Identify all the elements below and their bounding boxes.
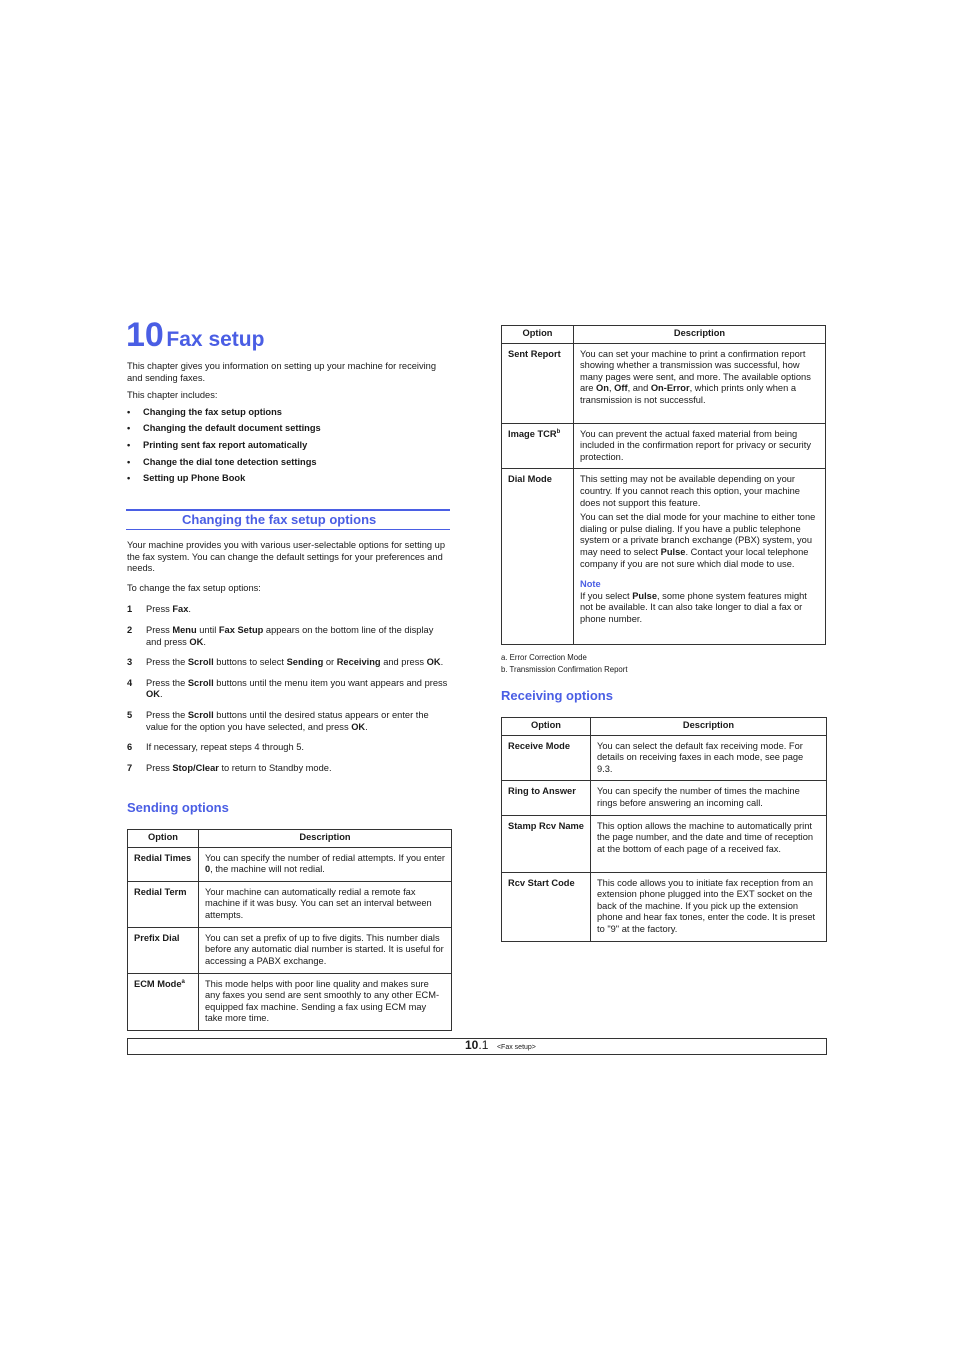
description-cell: You can select the default fax receiving mode. For details on receiving faxes in each mode, see page 9.3. xyxy=(591,735,827,781)
description-cell: You can specify the number of times the machine rings before answering an incoming call. xyxy=(591,781,827,815)
step-item xyxy=(127,710,449,733)
section-heading xyxy=(126,509,450,530)
column-header-option: Option xyxy=(128,830,199,848)
option-cell: Receive Mode xyxy=(502,735,591,781)
footnote: a. Error Correction Mode xyxy=(501,653,587,662)
option-cell: Rcv Start Code xyxy=(502,872,591,941)
intro xyxy=(127,361,439,490)
step-item xyxy=(127,625,449,648)
option-cell: Redial Times xyxy=(128,847,199,881)
description-cell: You can prevent the actual faxed material from being included in the confirmation report for privacy or security protection. xyxy=(574,423,826,469)
section-paragraph: Your machine provides you with various user-selectable options for setting up the fax system. You can change the default settings for your preferences and needs. xyxy=(127,540,445,574)
table-footnotes xyxy=(501,652,628,675)
step-number: 6 xyxy=(127,742,133,753)
description-cell: This mode helps with poor line quality and makes sure any faxes you send are sent smoothly to any other ECM-equipped fax machine. Sending a fax using ECM may take more time. xyxy=(199,973,452,1030)
option-cell: Redial Term xyxy=(128,881,199,927)
list-item: • Printing sent fax report automatically xyxy=(127,440,439,457)
table-row xyxy=(502,872,827,941)
step-item xyxy=(127,657,449,669)
step-number: 1 xyxy=(127,604,133,615)
section-title: Changing the fax setup options xyxy=(126,509,450,530)
sending-options-heading: Sending options xyxy=(127,800,229,815)
footnote: b. Transmission Confirmation Report xyxy=(501,664,628,674)
intro-paragraph: This chapter gives you information on setting up your machine for receiving and sending faxes. xyxy=(127,361,437,383)
table-row xyxy=(502,343,826,423)
column-header-option: Option xyxy=(502,326,574,344)
step-item xyxy=(127,742,449,754)
table-row xyxy=(502,781,827,815)
table-row xyxy=(128,881,452,927)
table-row xyxy=(128,847,452,881)
list-item: • Changing the fax setup options xyxy=(127,407,439,424)
footer-label: <Fax setup> xyxy=(496,1044,536,1051)
column-header-description: Description xyxy=(199,830,452,848)
option-cell: Ring to Answer xyxy=(502,781,591,815)
section-lead: To change the fax setup options: xyxy=(127,582,261,593)
steps-list xyxy=(127,604,449,774)
chapter-title: Fax setup xyxy=(166,328,265,351)
page-number-page: .1 xyxy=(478,1038,489,1052)
description-cell: This code allows you to initiate fax reception from an extension phone plugged into the EXT socket on the back of the machine. If you pick up the extension phone and hear fax tones, enter the code. It is preset to "9" at the factory. xyxy=(591,872,827,941)
option-cell: Dial Mode xyxy=(502,469,574,645)
option-cell: Stamp Rcv Name xyxy=(502,815,591,872)
description-cell: This setting may not be available depending on your country. If you cannot reach this option, your machine does not support this feature. You can set the dial mode for your machine to either tone dialing or pulse dialing. If you have a public telephone system or a private branch exchange (PBX) system, you may need to select Pulse. Contact your local telephone company if you are not sure which dial mode to use. Note If you select Pulse, some phone system features might not be available. It can also take longer to dial a fax or phone number. xyxy=(574,469,826,645)
description-cell: You can set your machine to print a confirmation report showing whether a transmission was successful, how many pages were sent, and more. The available options are On, Off, and On-Error, which prints only when a transmission is not successful. xyxy=(574,343,826,423)
step-number: 7 xyxy=(127,762,133,773)
option-cell: Image TCR$^b$ xyxy=(502,423,574,469)
step-item xyxy=(127,678,449,701)
page-number-chapter: 10 xyxy=(465,1038,479,1052)
step-text: If necessary, repeat steps 4 through 5. xyxy=(146,742,304,753)
chapter-contents-list xyxy=(127,407,439,490)
step-text: Press the Scroll buttons to select Sending or Receiving and press OK. xyxy=(146,657,444,668)
list-item: • Changing the default document settings xyxy=(127,423,439,440)
description-cell: You can specify the number of redial attempts. If you enter 0, the machine will not redial. xyxy=(199,847,452,881)
column-header-description: Description xyxy=(574,326,826,344)
step-number: 2 xyxy=(127,624,133,635)
step-item xyxy=(127,763,449,775)
list-item: • Setting up Phone Book xyxy=(127,473,439,490)
sending-options-table xyxy=(127,829,452,1031)
table-row xyxy=(128,927,452,973)
option-cell: ECM Mode$^a$ xyxy=(128,973,199,1030)
page-footer xyxy=(127,1038,827,1055)
chapter-number: 10 xyxy=(126,316,164,354)
section-body xyxy=(127,540,449,774)
receiving-options-table xyxy=(501,717,827,942)
description-cell: You can set a prefix of up to five digits. This number dials before any automatic dial number is started. It is useful for accessing a PABX exchange. xyxy=(199,927,452,973)
step-text: Press the Scroll buttons until the menu item you want appears and press OK. xyxy=(146,677,448,700)
column-header-description: Description xyxy=(591,718,827,736)
sending-options-table-continued xyxy=(501,325,826,645)
list-item: • Change the dial tone detection settings xyxy=(127,457,439,474)
table-row xyxy=(502,735,827,781)
step-text: Press Fax. xyxy=(146,604,191,615)
step-item xyxy=(127,604,449,616)
table-row xyxy=(128,973,452,1030)
option-cell: Sent Report xyxy=(502,343,574,423)
table-row xyxy=(502,423,826,469)
step-text: Press Menu until Fax Setup appears on the bottom line of the display and press OK. xyxy=(146,624,434,647)
step-number: 5 xyxy=(127,709,133,720)
page-number xyxy=(465,1040,536,1054)
step-number: 3 xyxy=(127,657,133,668)
step-text: Press Stop/Clear to return to Standby mode. xyxy=(146,762,332,773)
step-number: 4 xyxy=(127,677,133,688)
receiving-options-heading: Receiving options xyxy=(501,688,613,703)
intro-includes: This chapter includes: xyxy=(127,390,218,401)
option-cell: Prefix Dial xyxy=(128,927,199,973)
description-cell: Your machine can automatically redial a remote fax machine if it was busy. You can set an interval between attempts. xyxy=(199,881,452,927)
table-row xyxy=(502,469,826,645)
step-text: Press the Scroll buttons until the desired status appears or enter the value for the option you have selected, and press OK. xyxy=(146,709,429,732)
description-cell: This option allows the machine to automatically print the page number, and the date and time of reception at the bottom of each page of a received fax. xyxy=(591,815,827,872)
table-row xyxy=(502,815,827,872)
chapter-heading xyxy=(126,318,264,352)
column-header-option: Option xyxy=(502,718,591,736)
